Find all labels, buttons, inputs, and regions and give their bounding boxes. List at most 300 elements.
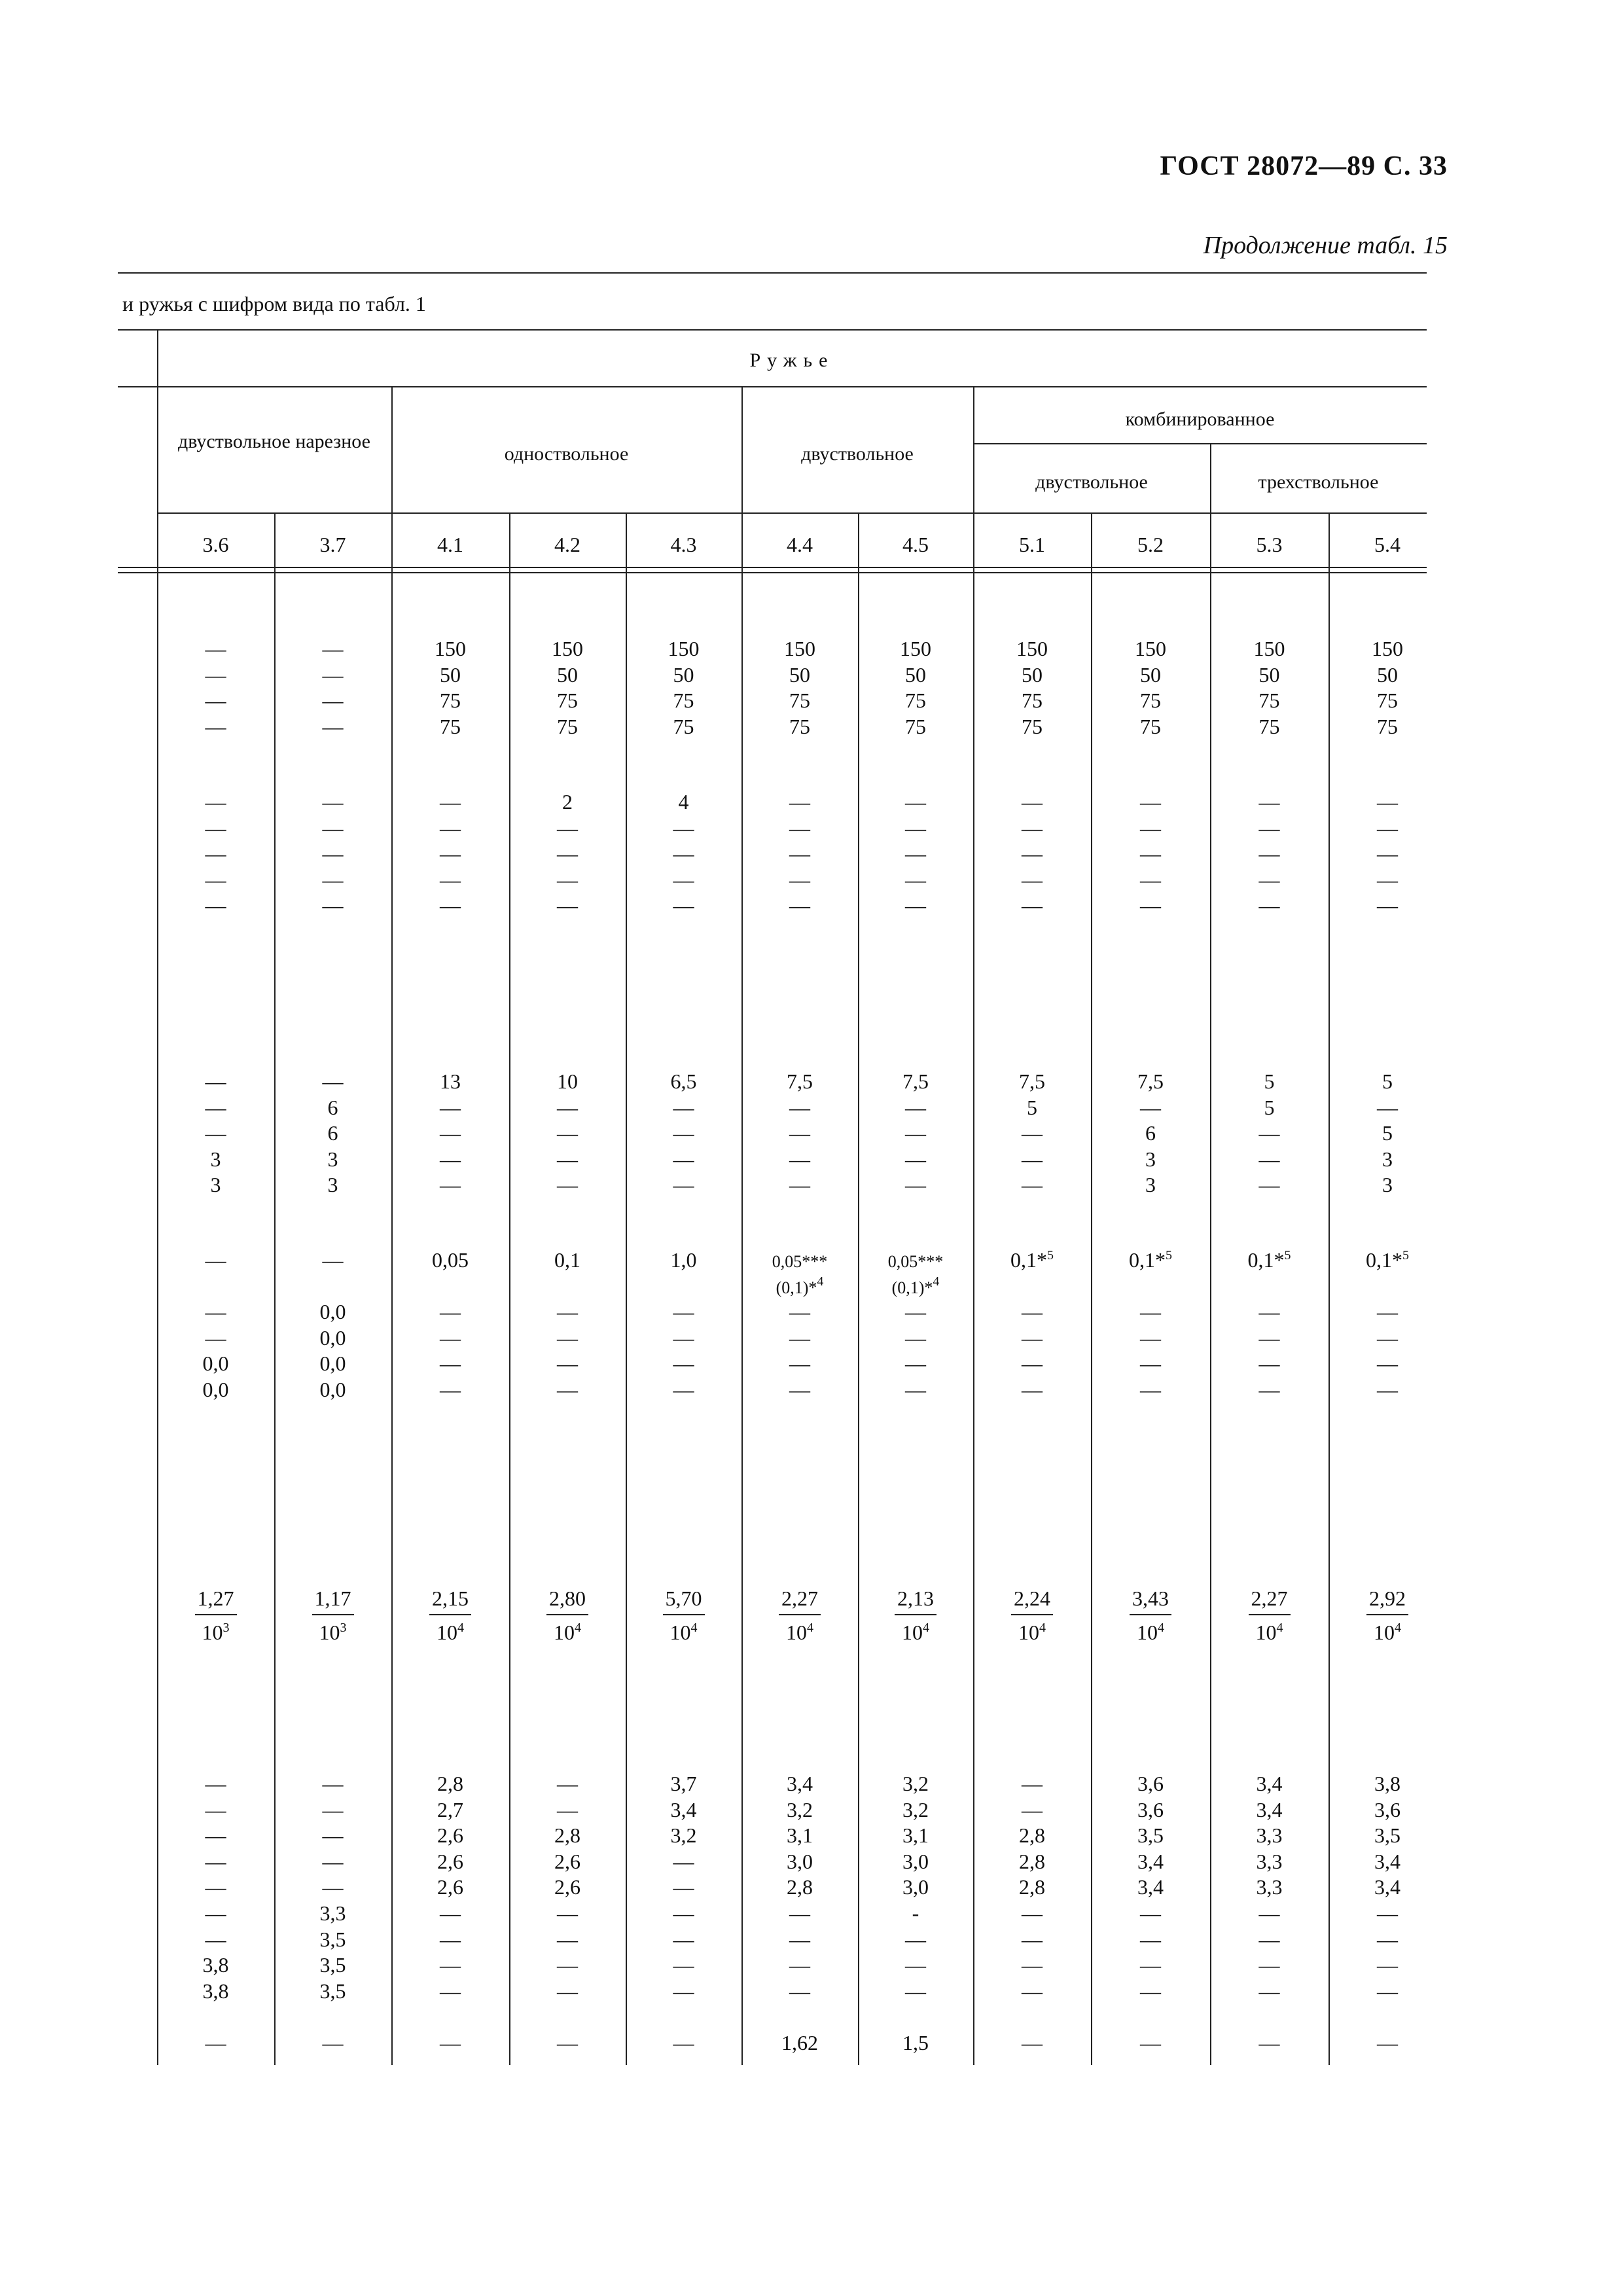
table-cell: 3,5	[319, 1953, 346, 1977]
table-cell: 7,5	[1019, 1069, 1045, 1093]
column-number: 5.2	[1137, 533, 1164, 556]
table-cell: 50	[673, 662, 694, 687]
table-cell: 0,1*$^5$	[1010, 1248, 1054, 1272]
table-cell: 6	[327, 1095, 338, 1119]
table-cell: 6,5	[670, 1069, 697, 1093]
table-cell: 75	[557, 689, 578, 713]
table-cell: 75	[1258, 714, 1280, 738]
table-cell: —	[440, 1173, 461, 1197]
table-cell: —	[1377, 1927, 1398, 1951]
column-number: 4.3	[670, 533, 697, 556]
table-cell: —	[440, 1147, 461, 1171]
table-cell: —	[1022, 1300, 1043, 1324]
table-cell: —	[557, 1378, 578, 1401]
table-cell: 3,7	[670, 1772, 697, 1795]
table-cell: —	[789, 1147, 810, 1171]
table-cell: 6	[1145, 1121, 1156, 1145]
table-cell: 50	[1377, 662, 1398, 687]
table-cell: —	[205, 1797, 226, 1821]
table-cell: —	[205, 1875, 226, 1899]
table-cell: —	[1140, 1352, 1161, 1376]
table-cell: —	[905, 816, 926, 840]
table-cell: —	[557, 1352, 578, 1376]
table-cell: 3,4	[787, 1772, 813, 1795]
table-cell: 3,6	[1374, 1797, 1400, 1821]
table-cell: —	[1140, 790, 1161, 814]
table-cell: —	[1258, 1927, 1280, 1951]
table-cell: 75	[1140, 689, 1161, 713]
table-cell: —	[789, 1378, 810, 1401]
table-cell: —	[673, 1979, 694, 2003]
table-cell: —	[322, 1875, 344, 1899]
table-cell: —	[673, 1095, 694, 1119]
table-cell: 150	[1372, 637, 1403, 660]
table-cell: —	[1022, 893, 1043, 918]
table-cell: —	[673, 1173, 694, 1197]
table-cell: 4	[678, 790, 689, 814]
table-cell: (0,1)*$^4$	[776, 1274, 824, 1297]
column-number: 5.1	[1019, 533, 1045, 556]
table-cell: 2,6	[437, 1875, 463, 1899]
table-cell: —	[1377, 1901, 1398, 1925]
table-caption: и ружья с шифром вида по табл. 1	[122, 292, 426, 315]
table-cell: 3,4	[670, 1797, 697, 1821]
table-cell: —	[789, 893, 810, 918]
table-cell: —	[1377, 1352, 1398, 1376]
table-cell: —	[1258, 1173, 1280, 1197]
table-cell: —	[205, 893, 226, 918]
table-cell: —	[673, 1927, 694, 1951]
table-cell: —	[205, 1069, 226, 1093]
table-cell: 3,2	[902, 1797, 929, 1821]
table-cell: —	[1140, 1095, 1161, 1119]
table-cell: —	[440, 1927, 461, 1951]
header-odnostvolnoe: одноствольное	[504, 443, 629, 465]
table-cell: —	[1022, 1953, 1043, 1977]
table-cell: —	[440, 1901, 461, 1925]
table-cell: —	[673, 1325, 694, 1350]
table-cell: —	[673, 1121, 694, 1145]
table-cell: —	[1258, 816, 1280, 840]
table-cell: —	[1258, 867, 1280, 891]
table-cell: —	[557, 1927, 578, 1951]
table-cell: —	[789, 1121, 810, 1145]
page-header-title: ГОСТ 28072—89 С. 33	[1160, 151, 1448, 181]
table-cell: —	[789, 816, 810, 840]
table-cell: —	[205, 1849, 226, 1873]
table-cell: —	[905, 893, 926, 918]
column-number: 5.3	[1256, 533, 1283, 556]
column-number: 4.4	[787, 533, 813, 556]
table-cell: 75	[1022, 714, 1043, 738]
table-cell: —	[322, 1069, 344, 1093]
table-cell: —	[322, 893, 344, 918]
table-cell: 5	[1027, 1095, 1037, 1119]
table-cell: —	[1140, 867, 1161, 891]
table-cell: —	[789, 1979, 810, 2003]
table-cell: —	[557, 1772, 578, 1795]
table-cell: —	[673, 1953, 694, 1977]
table-cell: —	[322, 637, 344, 660]
table-cell: —	[1140, 1378, 1161, 1401]
table-cell: —	[440, 867, 461, 891]
table-cell: —	[205, 1927, 226, 1951]
column-rule	[1329, 512, 1330, 2065]
table-cell: —	[1377, 893, 1398, 918]
table-cell: —	[205, 867, 226, 891]
table-cell: —	[1022, 1378, 1043, 1401]
table-cell: —	[905, 1173, 926, 1197]
table-cell: —	[905, 1121, 926, 1145]
table-cell: 3,3	[1256, 1875, 1283, 1899]
table-cell: 50	[789, 662, 810, 687]
table-cell: 0,0	[319, 1352, 346, 1376]
header-komb-dvustvolnoe: двуствольное	[1035, 471, 1148, 493]
table-cell: —	[205, 637, 226, 660]
table-cell: 5	[1382, 1069, 1393, 1093]
table-cell: —	[1022, 1979, 1043, 2003]
table-cell: —	[789, 1901, 810, 1925]
table-cell: 3,2	[902, 1772, 929, 1795]
table-cell: —	[789, 1300, 810, 1324]
table-cell: 3	[1145, 1173, 1156, 1197]
table-cell: —	[789, 867, 810, 891]
table-cell: 0,0	[319, 1300, 346, 1324]
table-cell: 3,4	[1256, 1797, 1283, 1821]
table-cell: 5	[1264, 1095, 1275, 1119]
table-cell: —	[1022, 1325, 1043, 1350]
table-cell: —	[440, 1300, 461, 1324]
table-cell: —	[1022, 1173, 1043, 1197]
table-cell: —	[557, 842, 578, 866]
table-cell: 3	[1382, 1173, 1393, 1197]
column-rule	[1091, 512, 1092, 2065]
table-cell: —	[557, 1095, 578, 1119]
column-rule	[509, 512, 510, 2065]
column-rule	[391, 386, 393, 2065]
table-cell: —	[440, 1979, 461, 2003]
table-cell: —	[673, 816, 694, 840]
table-cell: —	[1140, 1953, 1161, 1977]
table-cell-fraction: 2,92 $10^4$	[1329, 1584, 1446, 1645]
table-cell: 50	[440, 662, 461, 687]
table-cell: 3,8	[202, 1953, 229, 1977]
table-cell: 3,4	[1137, 1849, 1164, 1873]
table-cell: —	[1377, 1300, 1398, 1324]
table-cell: —	[1377, 1325, 1398, 1350]
table-cell: 0,0	[202, 1378, 229, 1401]
table-cell: —	[1022, 867, 1043, 891]
table-cell: —	[905, 1325, 926, 1350]
table-cell: —	[1258, 893, 1280, 918]
table-cell: —	[440, 1095, 461, 1119]
table-cell: —	[905, 1352, 926, 1376]
table-cell: —	[205, 842, 226, 866]
table-cell: 50	[1022, 662, 1043, 687]
table-cell: —	[905, 1147, 926, 1171]
table-cell: (0,1)*$^4$	[891, 1274, 940, 1297]
column-number: 5.4	[1374, 533, 1400, 556]
table-cell: —	[905, 1095, 926, 1119]
table-cell: 5	[1264, 1069, 1275, 1093]
table-cell: —	[322, 1849, 344, 1873]
table-cell: —	[205, 1901, 226, 1925]
table-cell: —	[1258, 1953, 1280, 1977]
table-cell: 150	[784, 637, 815, 660]
rule-caption-bottom	[118, 329, 1427, 331]
column-rule	[1210, 443, 1211, 2065]
table-cell: —	[1258, 842, 1280, 866]
table-cell: —	[673, 1378, 694, 1401]
table-cell: 3,4	[1374, 1875, 1400, 1899]
table-cell: —	[440, 790, 461, 814]
table-cell: —	[1140, 1927, 1161, 1951]
table-cell: 150	[552, 637, 583, 660]
header-komb-trekhstvolnoe: трехствольное	[1258, 471, 1379, 493]
table-cell: —	[557, 1953, 578, 1977]
table-cell: 50	[557, 662, 578, 687]
table-cell: —	[1022, 1901, 1043, 1925]
table-cell: —	[557, 1979, 578, 2003]
table-cell: 3,5	[319, 1979, 346, 2003]
table-cell: —	[1258, 1979, 1280, 2003]
table-cell: 0,1*$^5$	[1247, 1248, 1291, 1272]
table-cell-fraction: 2,13 $10^4$	[858, 1584, 973, 1645]
table-cell: —	[1140, 1979, 1161, 2003]
table-cell: —	[1258, 1147, 1280, 1171]
table-cell: 75	[557, 714, 578, 738]
table-cell: —	[205, 662, 226, 687]
table-cell: —	[1140, 893, 1161, 918]
table-cell: 3	[210, 1147, 221, 1171]
table-cell: —	[905, 1953, 926, 1977]
table-cell: —	[205, 1823, 226, 1848]
column-rule	[626, 512, 627, 2065]
table-cell: —	[1022, 1797, 1043, 1821]
table-cell: —	[673, 842, 694, 866]
table-cell: —	[673, 1901, 694, 1925]
table-cell: 1,5	[902, 2031, 929, 2054]
table-cell: —	[205, 1772, 226, 1795]
table-cell: 3,3	[1256, 1849, 1283, 1873]
table-cell: —	[557, 1901, 578, 1925]
table-cell: 7,5	[1137, 1069, 1164, 1093]
table-cell-fraction: 5,70 $10^4$	[626, 1584, 741, 1645]
table-cell: —	[322, 816, 344, 840]
table-cell: —	[205, 689, 226, 713]
table-cell: —	[789, 1953, 810, 1977]
table-cell: —	[205, 2031, 226, 2054]
table-cell: 3,6	[1137, 1772, 1164, 1795]
table-cell: —	[1377, 1953, 1398, 1977]
table-cell: 75	[440, 714, 461, 738]
table-cell: —	[557, 1147, 578, 1171]
table-cell: —	[440, 816, 461, 840]
table-cell: 75	[1022, 689, 1043, 713]
table-cell: —	[905, 1300, 926, 1324]
table-cell: 7,5	[902, 1069, 929, 1093]
table-cell: —	[557, 1121, 578, 1145]
table-cell: —	[1258, 1121, 1280, 1145]
table-cell: —	[1022, 1121, 1043, 1145]
table-cell: —	[789, 790, 810, 814]
table-cell: 75	[789, 714, 810, 738]
table-cell: —	[557, 816, 578, 840]
table-cell: 3	[327, 1173, 338, 1197]
table-cell: —	[205, 1300, 226, 1324]
column-rule	[858, 512, 859, 2065]
column-rule-left	[157, 329, 158, 2065]
rule-kombinirovannoe-bottom	[973, 443, 1427, 444]
column-rule	[741, 386, 743, 2065]
table-cell: 3,0	[787, 1849, 813, 1873]
table-cell: 3,3	[319, 1901, 346, 1925]
table-cell: —	[1377, 1979, 1398, 2003]
table-cell: —	[440, 1325, 461, 1350]
table-cell: 75	[789, 689, 810, 713]
column-number: 4.5	[902, 533, 929, 556]
table-cell: —	[905, 1979, 926, 2003]
rule-numbers-bottom-2	[118, 572, 1427, 573]
table-cell: 2,8	[1019, 1849, 1045, 1873]
header-dvustvolnoe-nareznoe: двуствольное нарезное	[178, 431, 370, 452]
table-cell: —	[673, 1849, 694, 1873]
table-cell: —	[440, 1378, 461, 1401]
table-cell: —	[205, 1248, 226, 1272]
table-cell: 3	[1145, 1147, 1156, 1171]
table-cell: 2	[562, 790, 573, 814]
table-cell: —	[322, 2031, 344, 2054]
table-cell: —	[673, 2031, 694, 2054]
table-cell: 0,1*$^5$	[1129, 1248, 1172, 1272]
rule-group-bottom	[118, 386, 1427, 387]
table-cell-fraction: 2,27 $10^4$	[1210, 1584, 1329, 1645]
table-continuation-label: Продолжение табл. 15	[1203, 232, 1448, 259]
column-rule	[274, 512, 276, 2065]
table-cell: —	[1140, 1300, 1161, 1324]
table-cell: —	[905, 1927, 926, 1951]
column-number: 3.7	[319, 533, 346, 556]
table-cell: —	[205, 714, 226, 738]
table-cell: 3,0	[902, 1875, 929, 1899]
table-cell: 2,6	[437, 1823, 463, 1848]
table-cell: 150	[668, 637, 700, 660]
table-cell: 3	[210, 1173, 221, 1197]
table-cell: 0,1	[554, 1248, 580, 1272]
table-cell: 150	[1135, 637, 1166, 660]
table-cell: 75	[1377, 689, 1398, 713]
table-cell: —	[1377, 842, 1398, 866]
table-cell: —	[673, 867, 694, 891]
table-cell: 7,5	[787, 1069, 813, 1093]
table-cell: —	[1377, 1095, 1398, 1119]
table-cell: 2,6	[437, 1849, 463, 1873]
table-cell: —	[1258, 2031, 1280, 2054]
table-cell: —	[1258, 1378, 1280, 1401]
table-cell: 75	[673, 689, 694, 713]
table-cell: —	[1140, 816, 1161, 840]
table-cell: 6	[327, 1121, 338, 1145]
table-cell: 1,62	[781, 2031, 818, 2054]
table-cell: —	[440, 1121, 461, 1145]
table-cell: 3,4	[1256, 1772, 1283, 1795]
table-cell: —	[205, 1121, 226, 1145]
table-cell: —	[440, 1352, 461, 1376]
table-cell: —	[440, 2031, 461, 2054]
table-cell: 3,4	[1137, 1875, 1164, 1899]
rule-top	[118, 272, 1427, 274]
table-cell: 3,4	[1374, 1849, 1400, 1873]
table-cell: —	[1140, 2031, 1161, 2054]
table-cell: —	[557, 867, 578, 891]
table-cell: —	[673, 1875, 694, 1899]
table-cell: —	[789, 1352, 810, 1376]
table-cell-fraction: 2,27 $10^4$	[741, 1584, 858, 1645]
table-cell: —	[557, 1325, 578, 1350]
table-cell: —	[673, 1300, 694, 1324]
table-cell: 3,6	[1137, 1797, 1164, 1821]
table-cell: —	[1022, 842, 1043, 866]
table-cell: 75	[905, 689, 926, 713]
table-cell-fraction: 2,80 $10^4$	[509, 1584, 626, 1645]
table-cell: 0,0	[202, 1352, 229, 1376]
table-cell: 2,6	[554, 1849, 580, 1873]
table-cell: —	[905, 1378, 926, 1401]
rule-numbers-bottom-1	[118, 567, 1427, 568]
table-cell: —	[1377, 867, 1398, 891]
table-cell: —	[205, 816, 226, 840]
table-cell: —	[1022, 1927, 1043, 1951]
table-cell: 3,2	[787, 1797, 813, 1821]
table-cell: 75	[905, 714, 926, 738]
table-cell: 3,3	[1256, 1823, 1283, 1848]
table-cell: —	[1377, 790, 1398, 814]
table-cell: 0,0	[319, 1325, 346, 1350]
table-cell: 3,5	[319, 1927, 346, 1951]
table-cell: —	[1377, 2031, 1398, 2054]
table-cell-fraction: 2,24 $10^4$	[973, 1584, 1091, 1645]
column-number: 3.6	[202, 533, 229, 556]
table-cell: —	[789, 1173, 810, 1197]
header-dvustvolnoe: двуствольное	[801, 443, 914, 465]
table-cell: 0,05***	[772, 1252, 828, 1271]
table-cell: —	[557, 1173, 578, 1197]
table-cell: 0,1*$^5$	[1366, 1248, 1409, 1272]
table-cell: 3,8	[1374, 1772, 1400, 1795]
table-cell: 50	[1258, 662, 1280, 687]
table-cell: 0,0	[319, 1378, 346, 1401]
table-cell: —	[1258, 1325, 1280, 1350]
table-cell: —	[905, 867, 926, 891]
table-cell: —	[905, 842, 926, 866]
table-cell: —	[1022, 816, 1043, 840]
table-cell: -	[912, 1901, 919, 1925]
rule-subgroup-bottom	[157, 512, 1427, 514]
table-cell: —	[322, 842, 344, 866]
table-cell: 2,8	[437, 1772, 463, 1795]
table-cell-fraction: 2,15 $10^4$	[391, 1584, 509, 1645]
table-cell: 3,0	[902, 1849, 929, 1873]
table-cell: —	[557, 1797, 578, 1821]
table-cell: 10	[557, 1069, 578, 1093]
table-cell: 150	[435, 637, 466, 660]
table-cell-fraction: 1,27 $10^3$	[157, 1584, 274, 1645]
table-cell: —	[205, 1325, 226, 1350]
table-cell: 75	[1377, 714, 1398, 738]
table-cell: —	[322, 689, 344, 713]
header-ruzhe: Ружье	[749, 350, 834, 371]
table-cell: —	[322, 1248, 344, 1272]
